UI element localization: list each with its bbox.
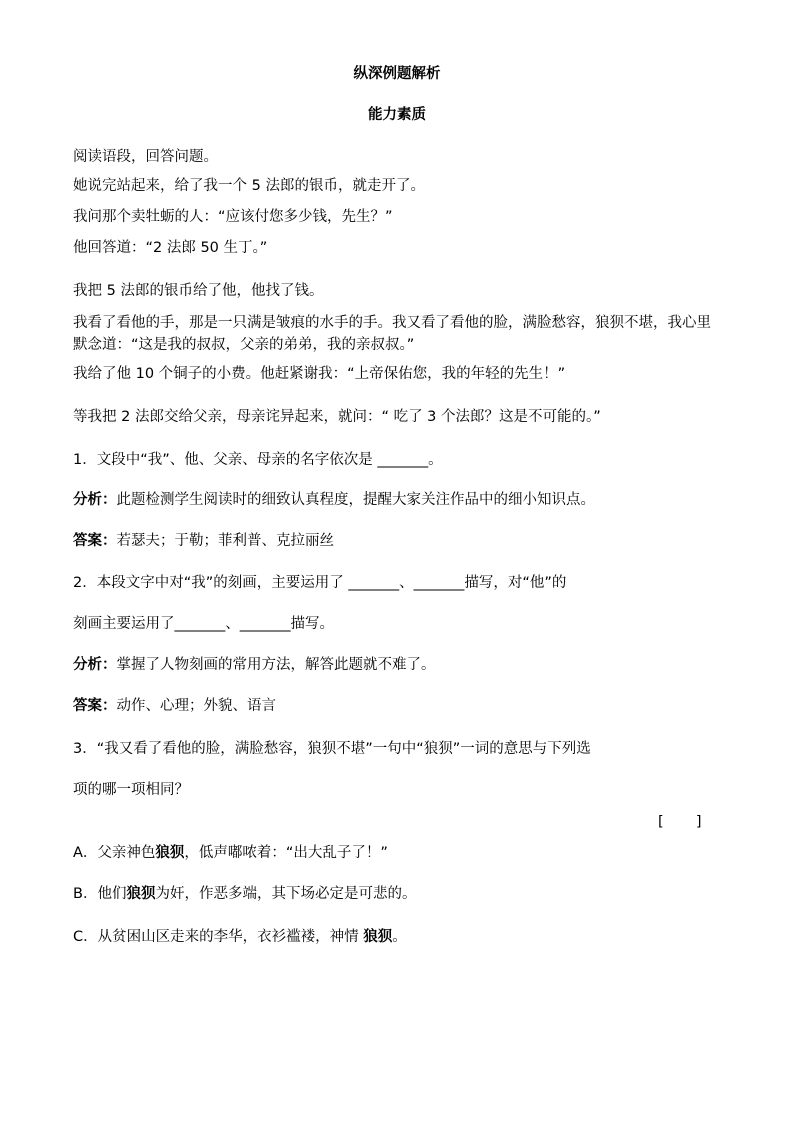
answer-text: 若瑟夫；于勒；菲利普、克拉丽丝: [116, 533, 334, 549]
document-subtitle: 能力素质: [368, 107, 426, 123]
answer-text: 动作、心理；外貌、语言: [116, 698, 276, 714]
passage-paragraph-6: 我给了他 10 个铜子的小费。他赶紧谢我：“上帝保佑您，我的年轻的先生！”: [73, 366, 566, 382]
option-c: [73, 926, 407, 948]
option-b-suffix: 为奸，作恶多端，其下场必定是可悲的。: [155, 886, 417, 902]
question-2-line-1: 2．本段文字中对“我”的刻画，主要运用了 _______、_______描写，对“他”的: [73, 575, 567, 591]
question-3-line-2: 项的哪一项相同？: [73, 782, 189, 798]
analysis-label: 分析：: [73, 657, 117, 673]
analysis-label: 分析：: [73, 492, 117, 508]
answer-label: 答案：: [73, 698, 117, 714]
question-2-line-2: 刻画主要运用了_______、_______描写。: [73, 616, 334, 632]
question-1: 1．文段中“我”、他、父亲、母亲的名字依次是 _______。: [73, 452, 443, 468]
question-3-line-1: 3．“我又看了看他的脸，满脸愁容，狼狈不堪”一句中“狼狈”一词的意思与下列选: [73, 741, 591, 757]
passage-paragraph-7: 等我把 2 法郎交给父亲，母亲诧异起来，就问：“ 吃了 3 个法郎？这是不可能的。”: [73, 409, 601, 425]
passage-paragraph-3: 他回答道：“2 法郎 50 生丁。”: [73, 240, 268, 256]
passage-paragraph-1: 她说完站起来，给了我一个 5 法郎的银币，就走开了。: [73, 178, 425, 194]
answer-label: 答案：: [73, 533, 117, 549]
option-a-prefix: A．父亲神色: [73, 845, 156, 861]
option-a-keyword: 狼狈: [155, 845, 185, 861]
question-1-answer: [73, 530, 334, 552]
passage-paragraph-2: 我问那个卖牡蛎的人：“应该付您多少钱，先生？”: [73, 209, 393, 225]
option-b: [73, 883, 416, 905]
document-title: 纵深例题解析: [353, 66, 441, 82]
question-2-answer: [73, 695, 276, 717]
analysis-text: 掌握了人物刻画的常用方法，解答此题就不难了。: [116, 657, 436, 673]
passage-intro: 阅读语段，回答问题。: [73, 149, 218, 165]
option-a: [73, 842, 388, 864]
option-c-keyword: 狼狈: [363, 929, 393, 945]
answer-bracket: [ ]: [658, 814, 702, 830]
question-2-analysis: [73, 654, 436, 676]
option-a-suffix: ，低声嘟哝着：“出大乱子了！”: [184, 845, 388, 861]
question-1-analysis: [73, 489, 595, 511]
option-b-keyword: 狼狈: [126, 886, 156, 902]
analysis-text: 此题检测学生阅读时的细致认真程度，提醒大家关注作品中的细小知识点。: [116, 492, 595, 508]
passage-paragraph-5: 我看了看他的手，那是一只满是皱痕的水手的手。我又看了看他的脸，满脸愁容，狼狈不堪，我心里默念道：“这是我的叔叔，父亲的弟弟，我的亲叔叔。”: [73, 315, 711, 353]
passage-paragraph-4: 我把 5 法郎的银币给了他，他找了钱。: [73, 283, 324, 299]
option-b-prefix: B．他们: [73, 886, 127, 902]
option-c-prefix: C．从贫困山区走来的李华，衣衫褴褛，神情: [73, 929, 364, 945]
option-c-suffix: 。: [392, 929, 407, 945]
